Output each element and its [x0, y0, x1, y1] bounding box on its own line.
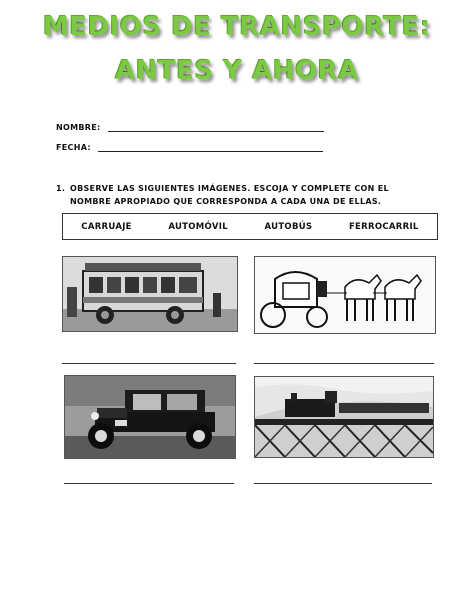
word-carruaje: CARRUAJE: [81, 221, 132, 232]
answer-line-2[interactable]: [254, 362, 434, 364]
answer-line-1[interactable]: [62, 362, 236, 364]
instruction-number: 1.: [56, 184, 66, 193]
car-icon: [65, 376, 235, 458]
name-field: [56, 123, 324, 132]
name-input-line[interactable]: [108, 123, 324, 132]
word-automovil: AUTOMÓVIL: [168, 221, 228, 232]
date-label: FECHA:: [56, 143, 91, 152]
name-label: NOMBRE:: [56, 123, 101, 132]
word-autobus: AUTOBÚS: [264, 221, 313, 232]
answer-line-4[interactable]: [254, 482, 432, 484]
worksheet-title-line2: ANTES Y AHORA: [115, 56, 359, 86]
date-field: [56, 143, 323, 152]
date-input-line[interactable]: [98, 143, 323, 152]
word-bank: [62, 213, 438, 240]
train-icon: [255, 377, 433, 457]
old-bus-photo: [62, 256, 238, 332]
instruction-text: OBSERVE LAS SIGUIENTES IMÁGENES. ESCOJA Y COMPLETE CON EL NOMBRE APROPIADO QUE CORRESPONDA A CADA UNA DE ELLAS.: [70, 184, 389, 206]
carriage-icon: [255, 257, 435, 333]
horse-carriage-drawing: [254, 256, 436, 334]
steam-train-photo: [254, 376, 434, 458]
word-ferrocarril: FERROCARRIL: [348, 221, 419, 232]
bus-icon: [63, 257, 237, 331]
answer-line-3[interactable]: [64, 482, 234, 484]
worksheet-title-line1: MEDIOS DE TRANSPORTE:: [43, 12, 431, 42]
vintage-car-photo: [64, 375, 236, 459]
